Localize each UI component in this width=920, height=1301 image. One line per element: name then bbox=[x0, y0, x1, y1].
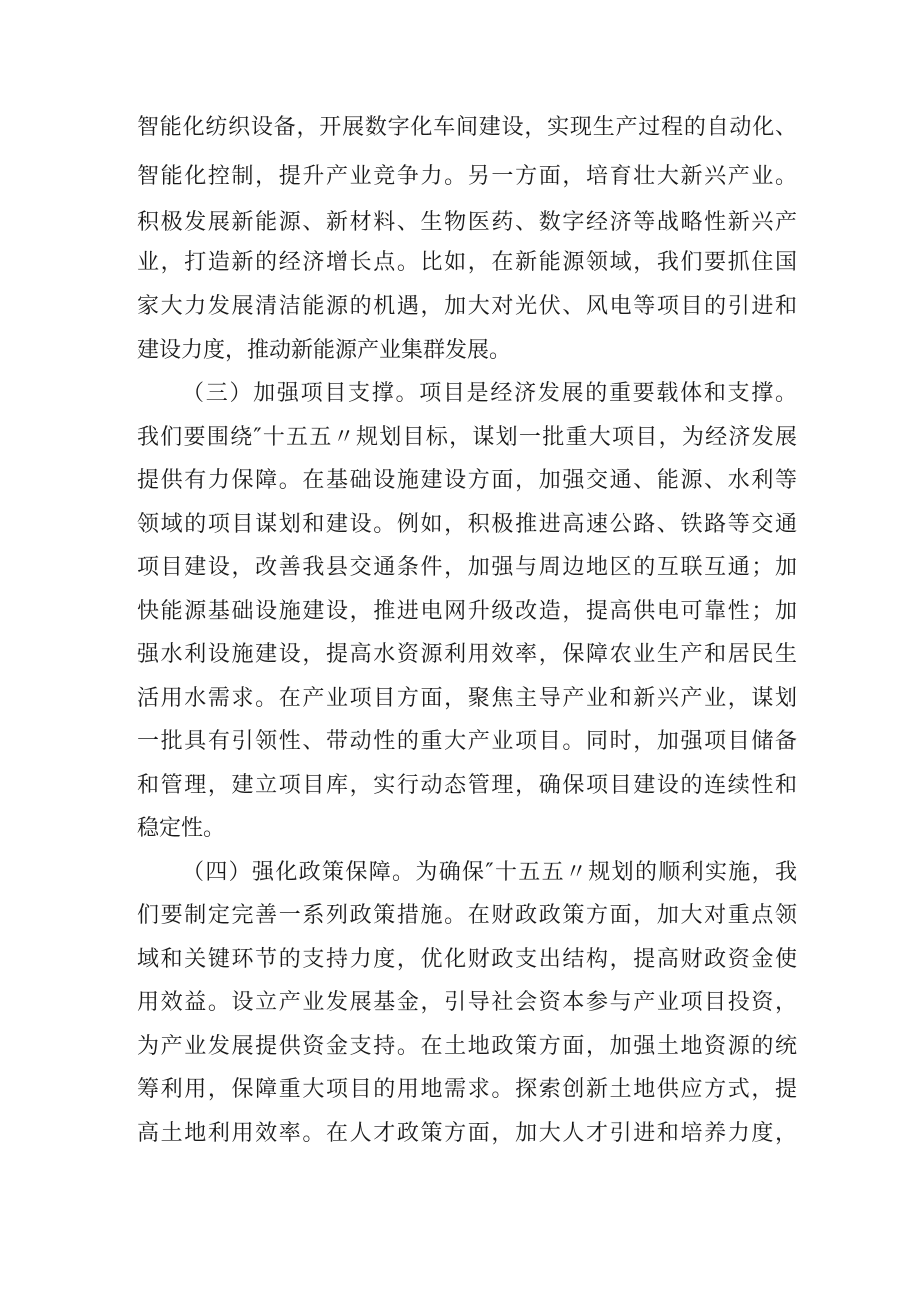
section-heading-line: （四）强化政策保障。为确保″十五五〃规划的顺利实施，我 bbox=[182, 860, 797, 885]
section-heading-line: （三）加强项目支撑。项目是经济发展的重要载体和支撑。 bbox=[182, 381, 797, 406]
body-text-line: 用效益。设立产业发展基金，引导社会资本参与产业项目投资， bbox=[137, 990, 797, 1015]
body-text-line: 筹利用，保障重大项目的用地需求。探索创新土地供应方式，提 bbox=[137, 1077, 797, 1102]
body-text-line: 为产业发展提供资金支持。在土地政策方面，加强土地资源的统 bbox=[137, 1034, 797, 1059]
body-text-line: 项目建设，改善我县交通条件，加强与周边地区的互联互通；加 bbox=[137, 555, 797, 580]
body-text-line: 家大力发展清洁能源的机遇，加大对光伏、风电等项目的引进和 bbox=[137, 294, 797, 319]
body-text-line: 活用水需求。在产业项目方面，聚焦主导产业和新兴产业，谋划 bbox=[137, 686, 797, 711]
body-text-line: 域和关键环节的支持力度，优化财政支出结构，提高财政资金使 bbox=[137, 947, 797, 972]
body-text-line: 智能化纺织设备，开展数字化车间建设，实现生产过程的自动化、 bbox=[137, 115, 797, 140]
body-text-line: 我们要围绕″十五五〃规划目标，谋划一批重大项目，为经济发展 bbox=[137, 425, 797, 450]
body-text-line: 领域的项目谋划和建设。例如，积极推进高速公路、铁路等交通 bbox=[137, 512, 797, 537]
body-text-line: 建设力度，推动新能源产业集群发展。 bbox=[137, 338, 512, 363]
body-text-line: 快能源基础设施建设，推进电网升级改造，提高供电可靠性；加 bbox=[137, 599, 797, 624]
body-text-line: 和管理，建立项目库，实行动态管理，确保项目建设的连续性和 bbox=[137, 773, 797, 798]
body-text-line: 智能化控制，提升产业竞争力。另一方面，培育壮大新兴产业。 bbox=[137, 164, 797, 189]
body-text-line: 一批具有引领性、带动性的重大产业项目。同时，加强项目储备 bbox=[137, 729, 797, 754]
body-text-line: 稳定性。 bbox=[137, 816, 226, 841]
body-text-line: 业，打造新的经济增长点。比如，在新能源领域，我们要抓住国 bbox=[137, 250, 797, 275]
body-text-line: 强水利设施建设，提高水资源利用效率，保障农业生产和居民生 bbox=[137, 642, 797, 667]
body-text-line: 提供有力保障。在基础设施建设方面，加强交通、能源、水利等 bbox=[137, 468, 797, 493]
body-text-line: 们要制定完善一系列政策措施。在财政政策方面，加大对重点领 bbox=[137, 903, 797, 928]
body-text-line: 高土地利用效率。在人才政策方面，加大人才引进和培养力度， bbox=[137, 1121, 797, 1146]
body-text-line: 积极发展新能源、新材料、生物医药、数字经济等战略性新兴产 bbox=[137, 210, 797, 235]
